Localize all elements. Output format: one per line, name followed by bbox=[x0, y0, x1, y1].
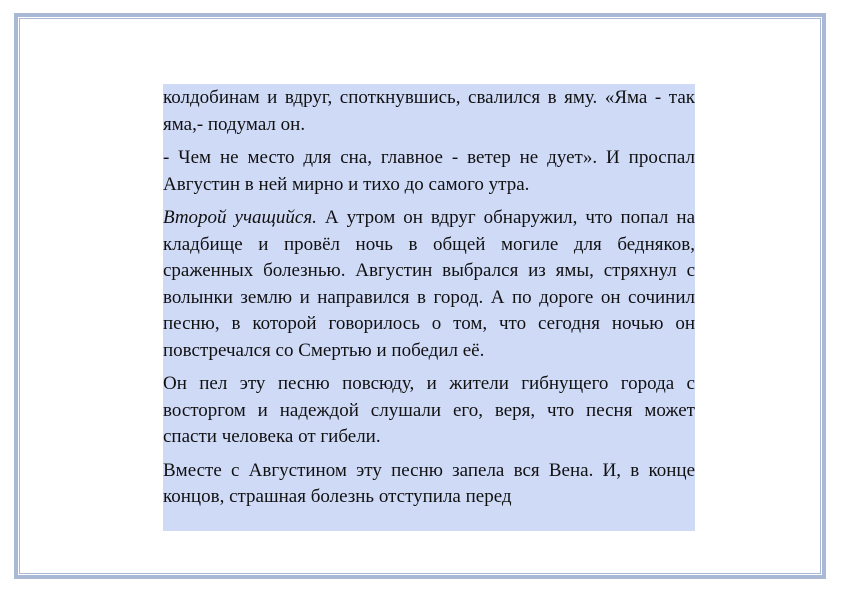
paragraph-5 bbox=[163, 458, 695, 511]
paragraph-text: Он пел эту песню повсюду, и жители гибнущего города с восторгом и надеждой слушали его, веря, что песня может спасти человека от гибели. bbox=[163, 373, 695, 447]
speaker-label: Второй учащийся. bbox=[163, 207, 317, 228]
paragraph-4 bbox=[163, 371, 695, 451]
paragraph-text: Вместе с Августином эту песню запела вся Вена. И, в конце концов, страшная болезнь отступила перед bbox=[163, 459, 695, 507]
story-text-block[interactable] bbox=[163, 84, 695, 531]
paragraph-3 bbox=[163, 205, 695, 364]
paragraph-1 bbox=[163, 85, 695, 138]
paragraph-2 bbox=[163, 145, 695, 198]
paragraph-text: колдобинам и вдруг, споткнувшись, свалился в яму. «Яма - так яма,- подумал он. bbox=[163, 87, 695, 135]
paragraph-text: - Чем не место для сна, главное - ветер не дует». И проспал Августин в ней мирно и тихо до самого утра. bbox=[163, 147, 695, 195]
paragraph-text: А утром он вдруг обнаружил, что попал на кладбище и провёл ночь в общей могиле для бедняков, сраженных болезнью. Августин выбрался из ямы, стряхнул с волынки землю и направился в город. А по дороге он сочинил песню, в которой говорилось о том, что сегодня ночью он повстречался со Смертью и победил её. bbox=[163, 207, 695, 361]
